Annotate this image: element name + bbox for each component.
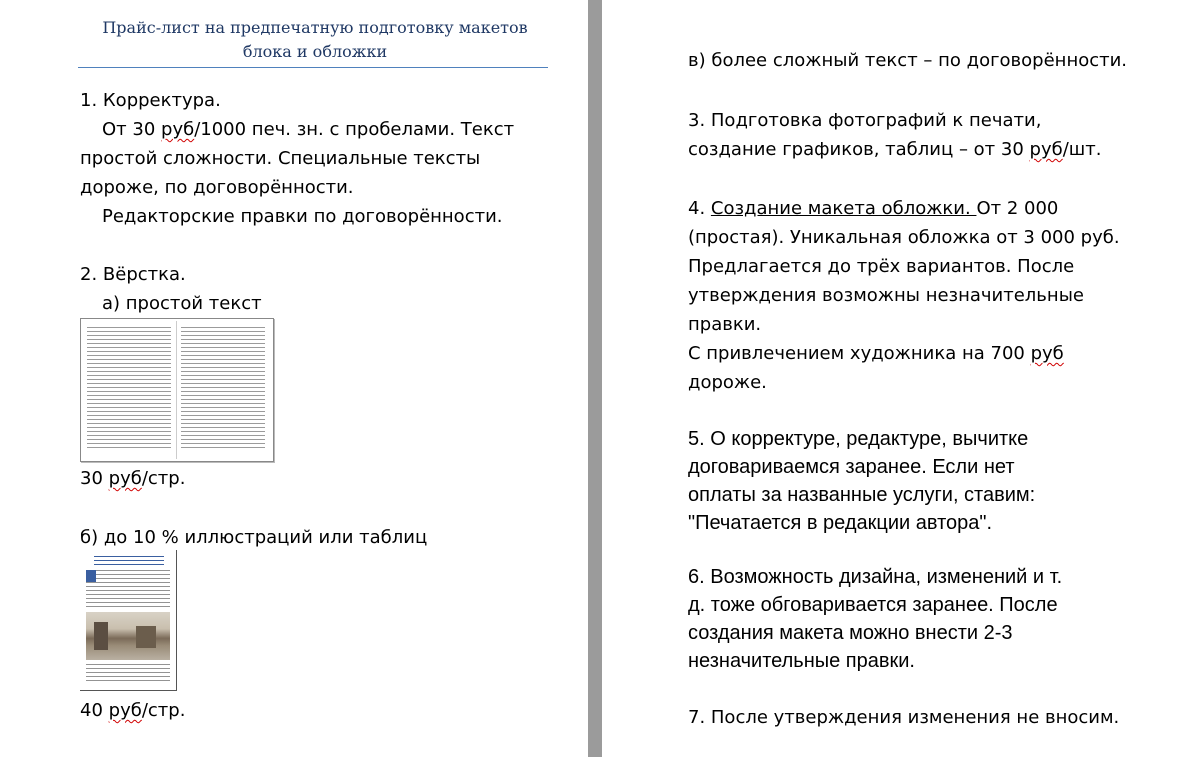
price-b: 40 руб/стр.	[80, 700, 186, 721]
cover-heading-underlined: Создание макета обложки.	[710, 198, 977, 219]
section-2-item-a: а) простой текст	[102, 293, 262, 314]
page-title	[70, 16, 560, 64]
section-6-line-4: незначительные правки.	[688, 650, 915, 672]
spread-left-page	[87, 327, 171, 451]
section-4-line-2: (простая). Уникальная обложка от 3 000 руб.	[688, 227, 1120, 248]
section-5-line-2: договариваемся заранее. Если нет	[688, 456, 1015, 478]
spellcheck-word: руб	[1029, 139, 1063, 160]
section-4-line-1: 4. Создание макета обложки. От 2 000	[688, 198, 1059, 219]
section-1-line-2: простой сложности. Специальные тексты	[80, 148, 481, 169]
section-1-line-1: От 30 руб/1000 печ. зн. с пробелами. Текст	[102, 119, 515, 140]
section-5-line-4: "Печатается в редакции автора".	[688, 512, 993, 534]
section-2-item-b: б) до 10 % иллюстраций или таблиц	[80, 527, 428, 548]
spellcheck-word: руб	[108, 468, 142, 489]
price-a: 30 руб/стр.	[80, 468, 186, 489]
section-3-line-1: 3. Подготовка фотографий к печати,	[688, 110, 1042, 131]
page-gutter	[588, 0, 602, 757]
document-page-right	[602, 0, 1196, 757]
section-3-line-2: создание графиков, таблиц – от 30 руб/шт.	[688, 139, 1102, 160]
section-2-heading: 2. Вёрстка.	[80, 264, 186, 285]
section-6-line-2: д. тоже обговаривается заранее. После	[688, 594, 1058, 616]
spread-right-page	[181, 327, 265, 451]
spellcheck-word: руб	[108, 700, 142, 721]
section-4-line-7: дороже.	[688, 372, 767, 393]
section-1-line-3: дороже, по договорённости.	[80, 177, 354, 198]
document-page-left	[0, 0, 588, 757]
section-1-heading: 1. Корректура.	[80, 90, 221, 111]
book-spread-image	[80, 318, 274, 462]
illustrated-page-image	[80, 550, 177, 691]
section-1-line-4: Редакторские правки по договорённости.	[102, 206, 503, 227]
title-line-1: Прайс-лист на предпечатную подготовку макетов	[102, 18, 528, 37]
section-2-item-v: в) более сложный текст – по договорённости.	[688, 50, 1128, 71]
section-5-line-3: оплаты за названные услуги, ставим:	[688, 484, 1036, 506]
section-4-line-3: Предлагается до трёх вариантов. После	[688, 256, 1075, 277]
section-4-line-5: правки.	[688, 314, 762, 335]
section-7-line-1: 7. После утверждения изменения не вносим.	[688, 707, 1120, 728]
section-6-line-3: создания макета можно внести 2-3	[688, 622, 1013, 644]
title-divider	[78, 67, 548, 68]
title-line-2: блока и обложки	[242, 42, 388, 61]
section-6-line-1: 6. Возможность дизайна, изменений и т.	[688, 566, 1063, 588]
section-5-line-1: 5. О корректуре, редактуре, вычитке	[688, 428, 1029, 450]
section-4-line-6: С привлечением художника на 700 руб	[688, 343, 1064, 364]
photo-illustration	[86, 612, 170, 660]
spellcheck-word: руб	[1030, 343, 1064, 364]
spellcheck-word: руб	[161, 119, 195, 140]
section-4-line-4: утверждения возможны незначительные	[688, 285, 1084, 306]
